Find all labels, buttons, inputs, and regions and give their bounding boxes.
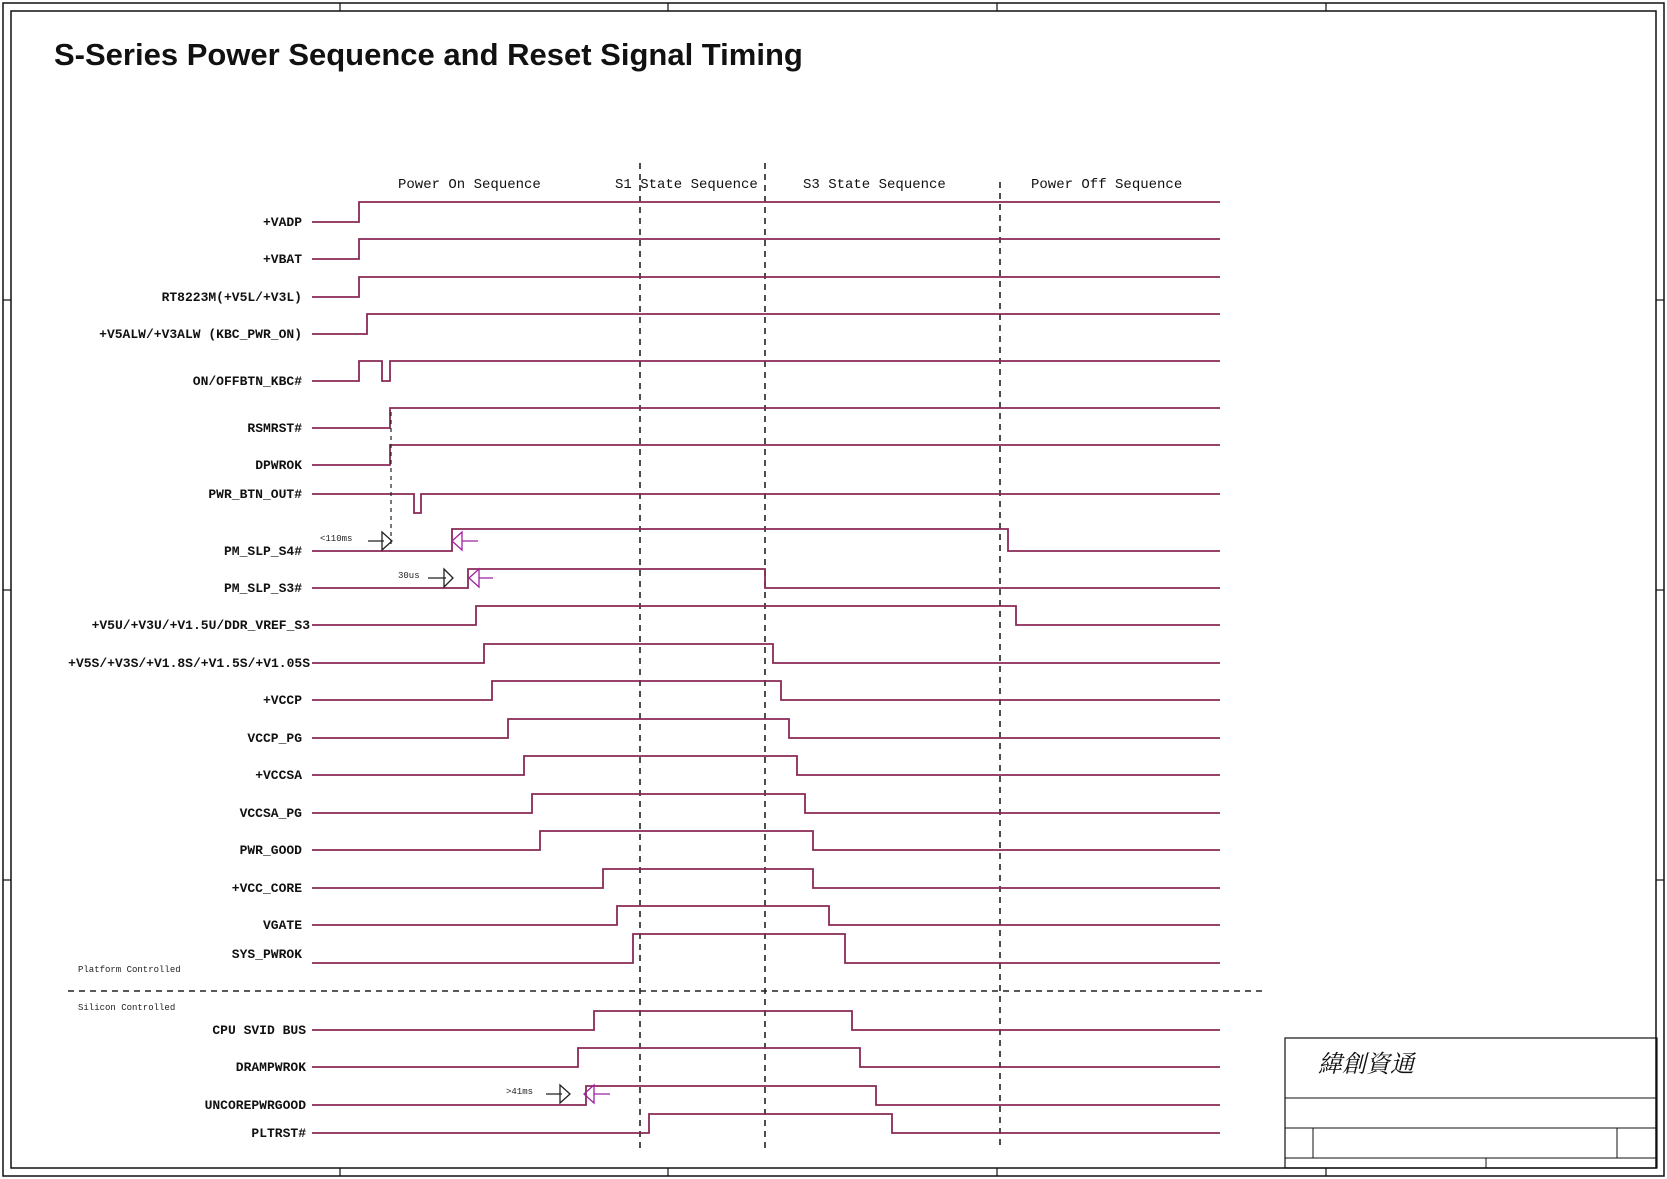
signal-label-cpu-svid-bus: CPU SVID BUS [212,1023,306,1038]
timing-arrow-110ms-right [452,532,478,550]
timing-arrow-30us-right [469,569,493,587]
waveform-uncorepwrgood [312,1086,1220,1105]
timing-arrow-41ms-right [584,1085,610,1103]
signal-label-pm-slp-s4: PM_SLP_S4# [223,544,302,559]
waveform-vgate [312,906,1220,925]
signal-label-rsmrst: RSMRST# [247,421,302,436]
signal-label-vccsa-pg: VCCSA_PG [239,806,302,821]
waveform-v5s-rails [312,644,1220,663]
signal-label-vccsa: +VCCSA [255,768,302,783]
title-block [1285,1038,1657,1168]
waveform-vccsa-pg [312,794,1220,813]
waveform-rsmrst [312,408,1220,428]
waveform-pm-slp-s3 [312,569,1220,588]
company-name: 緯創資通 [1318,1050,1414,1078]
section-s1: S1 State Sequence [615,177,758,193]
timing-markers [320,532,610,1103]
signal-label-vadp: +VADP [262,215,302,230]
signal-label-v5u-rails: +V5U/+V3U/+V1.5U/DDR_VREF_S3 [91,618,310,633]
signal-label-uncorepwrgood: UNCOREPWRGOOD [204,1098,306,1113]
signal-label-rt8223m: RT8223M(+V5L/+V3L) [161,290,302,305]
section-power-on: Power On Sequence [398,177,541,193]
signal-label-dpwrok: DPWROK [255,458,302,473]
signal-label-onoffbtn: ON/OFFBTN_KBC# [192,374,302,389]
signal-label-vccp-pg: VCCP_PG [247,731,302,746]
signal-label-sys-pwrok: SYS_PWROK [231,947,302,962]
signal-label-vcc-core: +VCC_CORE [231,881,302,896]
waveform-rt8223m [312,277,1220,297]
waveform-vccsa [312,756,1220,775]
waveforms [312,202,1220,1133]
section-s3: S3 State Sequence [803,177,946,193]
timing-arrow-30us-left [428,569,453,587]
signal-label-v5alw: +V5ALW/+V3ALW (KBC_PWR_ON) [99,327,302,342]
signal-label-vgate: VGATE [262,918,302,933]
waveform-cpu-svid-bus [312,1011,1220,1030]
signal-label-pwr-btn-out: PWR_BTN_OUT# [208,487,302,502]
signal-label-pm-slp-s3: PM_SLP_S3# [223,581,302,596]
waveform-pwr-btn-out [312,494,1220,513]
waveform-dpwrok [312,445,1220,465]
timing-label-110ms: <110ms [320,534,353,544]
signal-label-v5s-rails: +V5S/+V3S/+V1.8S/+V1.5S/+V1.05S [68,656,310,671]
waveform-vcc-core [312,869,1220,888]
signal-label-drampwrok: DRAMPWROK [235,1060,306,1075]
waveform-vccp-pg [312,719,1220,738]
waveform-vccp [312,681,1220,700]
timing-arrow-41ms-left [546,1085,570,1103]
waveform-drampwrok [312,1048,1220,1067]
waveform-v5u-rails [312,606,1220,625]
platform-controlled-label: Platform Controlled [78,965,181,975]
diagram-title: S-Series Power Sequence and Reset Signal Timing [54,37,803,72]
waveform-onoffbtn [312,361,1220,381]
waveform-vbat [312,239,1220,259]
signal-label-vbat: +VBAT [262,252,302,267]
waveform-pwr-good [312,831,1220,850]
section-power-off: Power Off Sequence [1031,177,1183,193]
signal-label-vccp: +VCCP [262,693,302,708]
timing-label-30us: 30us [398,571,420,581]
signal-label-pwr-good: PWR_GOOD [239,843,302,858]
timing-label-41ms: >41ms [506,1087,534,1097]
silicon-controlled-label: Silicon Controlled [78,1003,176,1013]
waveform-sys-pwrok [312,934,1220,963]
waveform-pm-slp-s4 [312,529,1220,551]
waveform-pltrst [312,1114,1220,1133]
timing-arrow-110ms-left [368,532,392,550]
signal-label-pltrst: PLTRST# [251,1126,306,1141]
waveform-v5alw [312,314,1220,334]
waveform-vadp [312,202,1220,222]
